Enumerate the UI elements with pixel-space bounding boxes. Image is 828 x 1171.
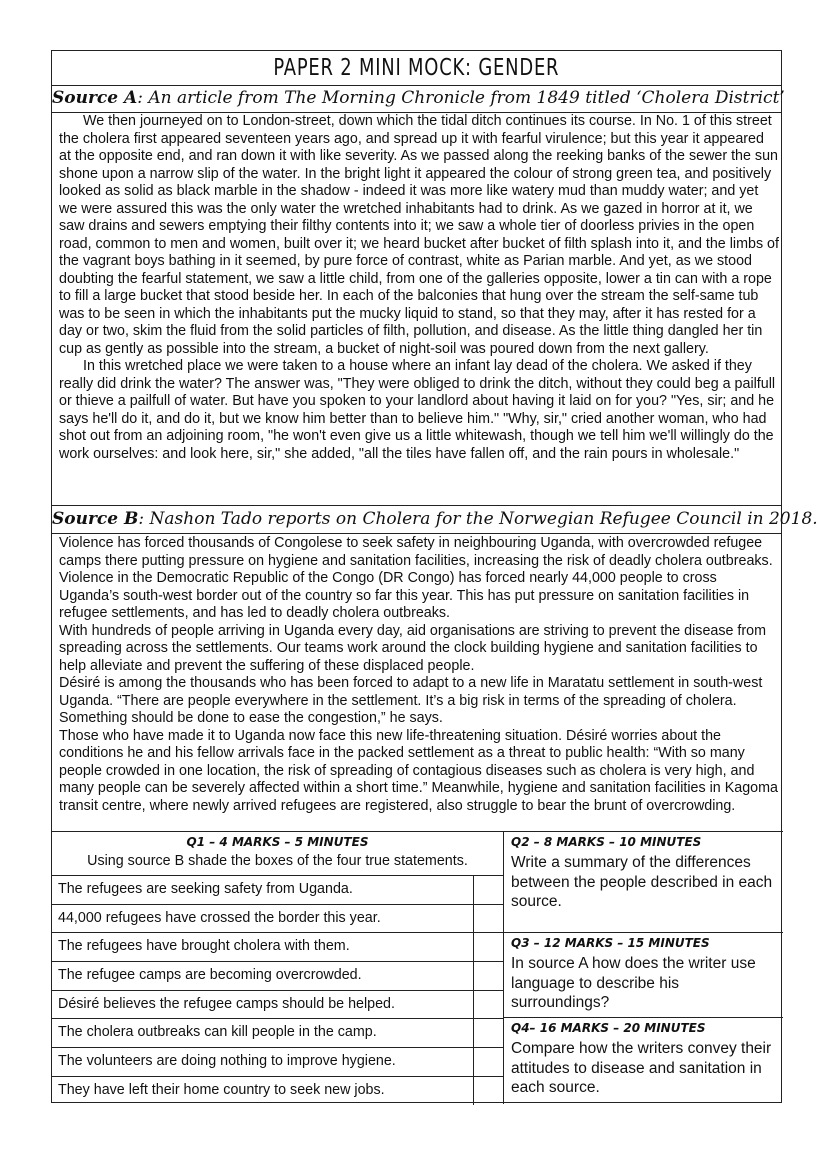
q4-block (511, 1021, 776, 1098)
questions-top-rule (52, 831, 783, 832)
shade-box[interactable] (473, 905, 503, 933)
statement-text: The refugees have brought cholera with them. (58, 938, 350, 955)
table-row (52, 1018, 503, 1047)
table-row (52, 875, 503, 904)
source-b-paragraph: Those who have made it to Uganda now face this new life-threatening situation. Désiré worries about the conditions he and his fellow arrivals face in the packed settlement as a threat to public health: “With so many people crowded in one location, the risk of spreading of contagious diseases such as cholera is very high, and many people can be severely affected within a short time.” Meanwhile, hygiene and sanitation facilities in Kagoma transit centre, where newly arrived refugees are registered, also struggle to bear the brunt of overcrowding. (59, 727, 778, 814)
q3-text: In source A how does the writer use language to describe his surroundings? (511, 955, 756, 1011)
shade-box[interactable] (473, 876, 503, 904)
source-b-heading (52, 505, 818, 534)
table-row (52, 990, 503, 1019)
q2-text: Write a summary of the differences between the people described in each source. (511, 854, 773, 910)
q2-block (511, 835, 776, 912)
source-b-text (59, 535, 779, 815)
q3-block (511, 936, 776, 1013)
source-a-heading (52, 85, 785, 113)
q1-instruction: Using source B shade the boxes of the four true statements. (87, 853, 468, 869)
q4-text: Compare how the writers convey their attitudes to disease and sanitation in each source. (511, 1040, 772, 1096)
table-row (52, 961, 503, 990)
source-b-caption: : Nashon Tado reports on Cholera for the Norwegian Refugee Council in 2018. (138, 509, 818, 529)
title-bar (52, 51, 781, 86)
q4-heading: Q4– 16 MARKS – 20 MINUTES (511, 1021, 706, 1035)
source-b-paragraph: Désiré is among the thousands who has been forced to adapt to a new life in Maratatu settlement in south-west Uganda. “There are people everywhere in the settlement. It’s a big risk in terms of the spreading of cholera. Something should be done to ease the congestion,” he says. (59, 675, 763, 726)
shade-box[interactable] (473, 1077, 503, 1105)
shade-box[interactable] (473, 1048, 503, 1076)
statement-text: 44,000 refugees have crossed the border this year. (58, 909, 381, 926)
page-title: PAPER 2 MINI MOCK: GENDER (273, 55, 560, 81)
source-a-caption: : An article from The Morning Chronicle from 1849 titled ‘Cholera District’ (137, 88, 785, 108)
q2-heading: Q2 – 8 MARKS – 10 MINUTES (511, 835, 702, 849)
source-a-paragraph: In this wretched place we were taken to a house where an infant lay dead of the cholera. We asked if they really did drink the water? The answer was, "They were obliged to drink the ditch, without they could beg a pailfull or thieve a pailfull of water. But have you spoken to your landlord about having it laid on for you? "Yes, sir; and he says he'll do it, and do it, but we know him better than to believe him." "Why, sir," cried another woman, who had shot out from an adjoining room, "he won't even give us a little whitewash, though we tell him we'll willingly do the work ourselves: and look here, sir," she added, "all the tiles have fallen off, and the rain pours in wholesale." (59, 358, 776, 462)
source-b-paragraph: Violence has forced thousands of Congolese to seek safety in neighbouring Uganda, with overcrowded refugee camps there putting pressure on hygiene and sanitation facilities, increasing the risk of deadly cholera outbreaks. Violence in the Democratic Republic of the Congo (DR Congo) has forced nearly 44,000 people to cross Uganda’s south-west border out of the country so far this year. This has put pressure on sanitation facilities in refugee settlements, and has led to deadly cholera outbreaks. (59, 535, 773, 621)
statement-text: Désiré believes the refugee camps should be helped. (58, 995, 395, 1012)
table-row (52, 1047, 503, 1076)
shade-box[interactable] (473, 1019, 503, 1047)
shade-box[interactable] (473, 933, 503, 961)
statement-text: The cholera outbreaks can kill people in the camp. (58, 1024, 377, 1041)
q2-q3-rule (503, 932, 783, 933)
shade-box[interactable] (473, 962, 503, 990)
table-row (52, 1076, 503, 1105)
source-b-paragraph: With hundreds of people arriving in Uganda every day, aid organisations are striving to prevent the disease from spreading across the settlements. Our teams work around the clock building hygiene and sanitation facilities to help alleviate and prevent the suffering of these displaced people. (59, 622, 767, 674)
table-row (52, 904, 503, 933)
statement-text: They have left their home country to seek new jobs. (58, 1081, 385, 1098)
table-row (52, 932, 503, 961)
shade-box[interactable] (473, 991, 503, 1019)
source-a-text (59, 113, 779, 463)
source-b-label: Source B (52, 509, 139, 529)
source-a-label: Source A (52, 88, 138, 108)
worksheet (51, 50, 818, 1103)
source-a-paragraph: We then journeyed on to London-street, down which the tidal ditch continues its course. In No. 1 of this street the cholera first appeared seventeen years ago, and spread up it with fearful virulence; but this year it appeared at the opposite end, and ran down it with like severity. As we passed along the reeking banks of the sewer the sun shone upon a narrow slip of the water. In the bright light it appeared the colour of strong green tea, and positively looked as solid as black marble in the shadow - indeed it was more like watery mud than muddy water; and yet we were assured this was the only water the wretched inhabitants had to drink. As we gazed in horror at it, we saw drains and sewers emptying their filthy contents into it; we saw a whole tier of doorless privies in the open road, common to men and women, built over it; we heard bucket after bucket of filth splash into it, and the limbs of the vagrant boys bathing in it seemed, by pure force of contrast, white as Parian marble. And yet, as we stood doubting the fearful statement, we saw a little child, from one of the galleries opposite, lower a tin can with a rope to fill a large bucket that stood beside her. In each of the balconies that hung over the stream the self-same tub was to be seen in which the inhabitants put the mucky liquid to stand, so that they may, after it has rested for a day or two, skim the fluid from the solid particles of filth, pollution, and disease. As the little thing dangled her tin cup as gently as possible into the stream, a bucket of night-soil was poured down from the next gallery. (59, 113, 779, 357)
q1-heading: Q1 – 4 MARKS – 5 MINUTES (186, 835, 369, 849)
questions-column-divider (503, 831, 504, 1104)
q3-heading: Q3 – 12 MARKS – 15 MINUTES (511, 936, 710, 950)
q3-q4-rule (503, 1017, 783, 1018)
statement-text: The refugees are seeking safety from Uganda. (58, 881, 353, 897)
q1-statement-table (52, 875, 503, 1105)
statement-text: The refugee camps are becoming overcrowded. (58, 967, 362, 984)
statement-text: The volunteers are doing nothing to improve hygiene. (58, 1053, 396, 1070)
